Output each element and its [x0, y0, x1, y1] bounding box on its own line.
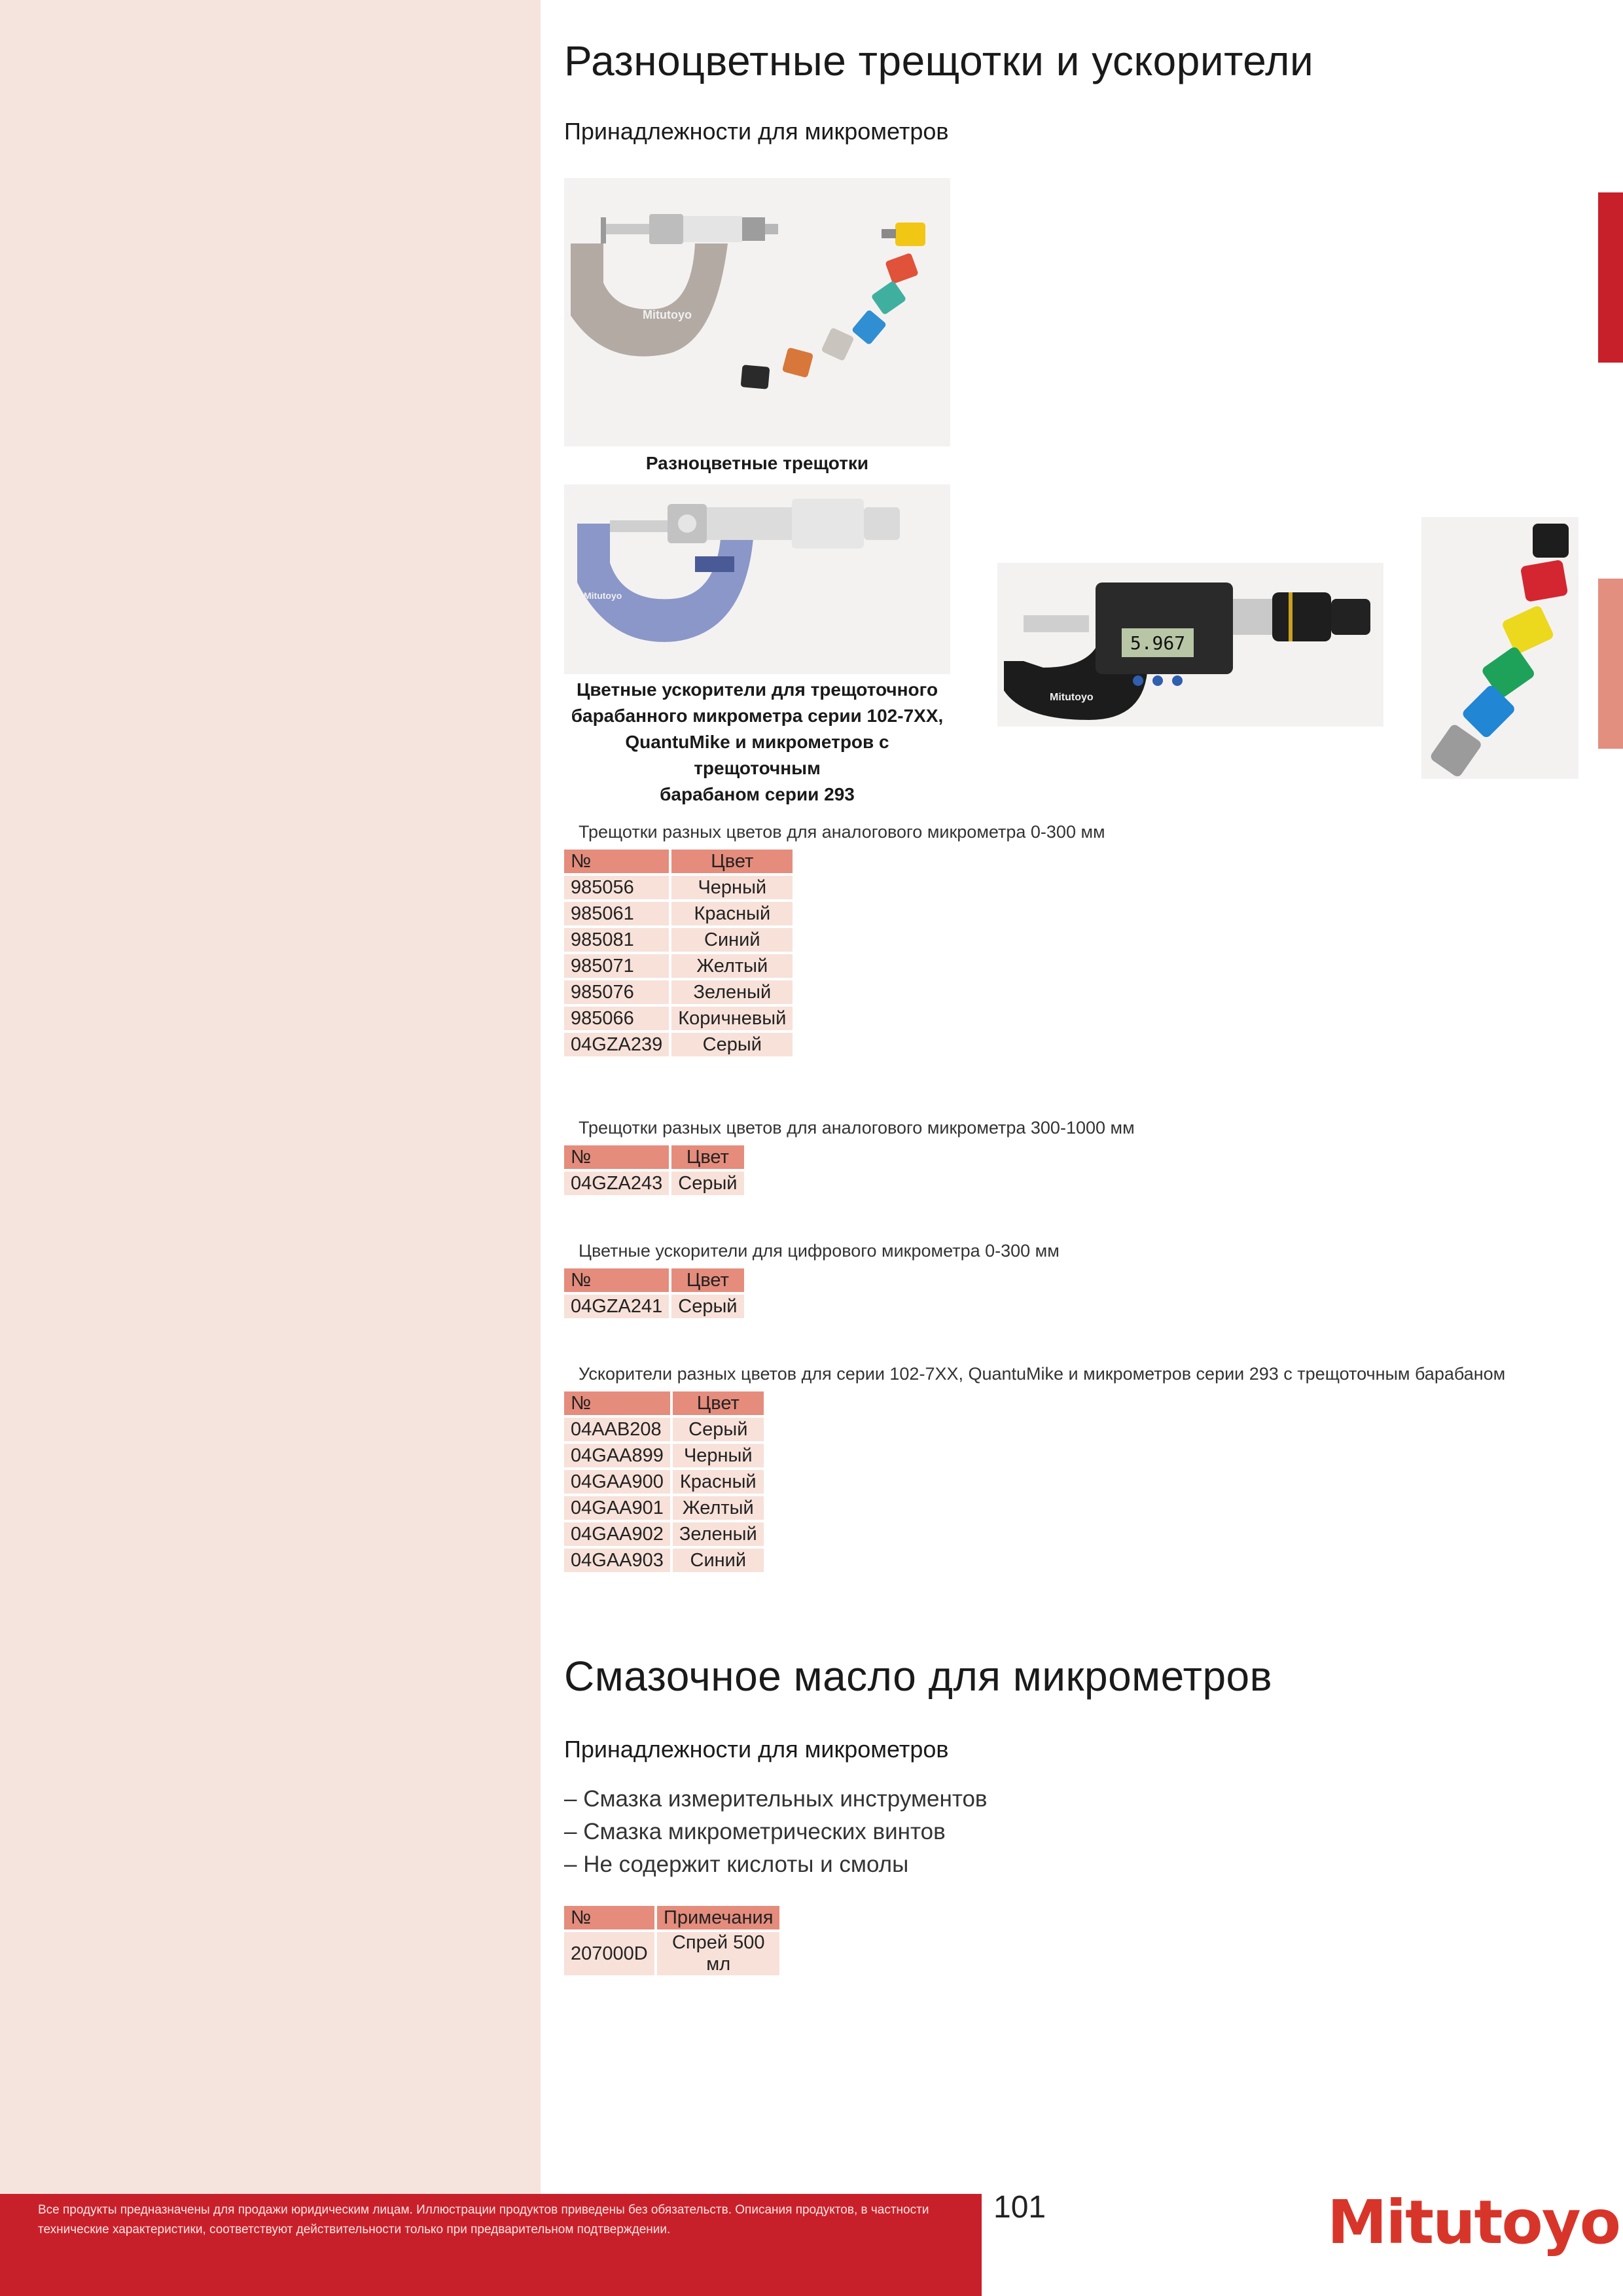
- table1-caption: Трещотки разных цветов для аналогового микрометра 0-300 мм: [579, 822, 1105, 842]
- item-color: Коричневый: [671, 1007, 793, 1030]
- table-row: [564, 1932, 779, 1975]
- table-row: [564, 1033, 793, 1056]
- caption-line-3: QuantuMike и микрометров с трещоточным: [625, 732, 889, 778]
- analog-micrometer-photo: [564, 484, 950, 674]
- item-code: 04AAB208: [564, 1418, 670, 1441]
- col-number-header: №: [564, 1391, 670, 1415]
- item-code: 04GAA902: [564, 1522, 670, 1546]
- photo-brand-text-1: Mitutoyo: [643, 308, 692, 321]
- item-color: Серый: [671, 1295, 743, 1318]
- table-row: [564, 954, 793, 978]
- list-item: – Смазка измерительных инструментов: [564, 1783, 988, 1816]
- table-row: [564, 1007, 793, 1030]
- item-color: Желтый: [671, 954, 793, 978]
- table-header-row: [564, 1906, 779, 1929]
- col-number-header: №: [564, 1906, 654, 1929]
- caption-colored-speeders: [564, 677, 950, 808]
- section-title-ratchets: Разноцветные трещотки и ускорители: [564, 37, 1314, 84]
- item-color: Зеленый: [673, 1522, 764, 1546]
- mitutoyo-logo: Mitutoyo: [1327, 2187, 1620, 2257]
- item-color: Синий: [673, 1549, 764, 1572]
- list-item: – Смазка микрометрических винтов: [564, 1816, 988, 1848]
- section-subtitle-oil: Принадлежности для микрометров: [564, 1736, 949, 1763]
- table-header-row: [564, 850, 793, 873]
- speeders-102-7xx-table: [562, 1389, 766, 1575]
- table-row: [564, 1172, 744, 1195]
- table-row: [564, 1470, 764, 1494]
- caption-colored-ratchets: Разноцветные трещотки: [645, 453, 869, 473]
- item-color: Черный: [671, 876, 793, 899]
- table-row: [564, 1549, 764, 1572]
- table-header-row: [564, 1145, 744, 1169]
- item-code: 04GAA903: [564, 1549, 670, 1572]
- table-row: [564, 980, 793, 1004]
- item-code: 985071: [564, 954, 669, 978]
- section-tab-salmon: [1598, 579, 1623, 749]
- col-notes-header: Примечания: [657, 1906, 779, 1929]
- table-row: [564, 902, 793, 925]
- item-code: 985061: [564, 902, 669, 925]
- section-tab-red: [1598, 192, 1623, 363]
- item-color: Серый: [673, 1418, 764, 1441]
- photo-brand-text-2: Mitutoyo: [584, 590, 622, 601]
- table-row: [564, 1522, 764, 1546]
- ratchets-0-300-table: [562, 847, 795, 1059]
- list-item: – Не содержит кислоты и смолы: [564, 1848, 988, 1881]
- digital-micrometer-photo: [997, 563, 1383, 726]
- item-color: Красный: [671, 902, 793, 925]
- table-row: [564, 1444, 764, 1467]
- oil-feature-list: [564, 1783, 988, 1881]
- item-code: 04GZA243: [564, 1172, 669, 1195]
- left-color-band: [0, 0, 541, 2194]
- col-number-header: №: [564, 1268, 669, 1292]
- item-color: Черный: [673, 1444, 764, 1467]
- item-color: Серый: [671, 1033, 793, 1056]
- item-code: 04GZA241: [564, 1295, 669, 1318]
- colored-ratchets-photo: [564, 178, 950, 446]
- col-color-header: Цвет: [671, 1268, 743, 1292]
- item-code: 985076: [564, 980, 669, 1004]
- col-color-header: Цвет: [671, 850, 793, 873]
- ratchets-300-1000-table: [562, 1143, 747, 1198]
- oil-table: [562, 1903, 782, 1978]
- item-color: Желтый: [673, 1496, 764, 1520]
- table-header-row: [564, 1391, 764, 1415]
- speeder-caps-photo: [1421, 517, 1578, 779]
- col-color-header: Цвет: [673, 1391, 764, 1415]
- item-code: 04GZA239: [564, 1033, 669, 1056]
- item-code: 04GAA900: [564, 1470, 670, 1494]
- table-row: [564, 1496, 764, 1520]
- caption-line-1: Цветные ускорители для трещоточного: [576, 679, 938, 700]
- photo-display-value: 5.967: [1130, 632, 1186, 654]
- col-number-header: №: [564, 850, 669, 873]
- photo-brand-text-3: Mitutoyo: [1050, 692, 1094, 703]
- caption-line-4: барабаном серии 293: [660, 784, 855, 804]
- item-color: Серый: [671, 1172, 743, 1195]
- table-header-row: [564, 1268, 744, 1292]
- table2-caption: Трещотки разных цветов для аналогового микрометра 300-1000 мм: [579, 1118, 1135, 1138]
- page-number: 101: [993, 2190, 1046, 2225]
- digital-speeders-table: [562, 1266, 747, 1321]
- item-code: 985056: [564, 876, 669, 899]
- section-subtitle-ratchets: Принадлежности для микрометров: [564, 118, 949, 145]
- item-color: Синий: [671, 928, 793, 952]
- item-code: 985066: [564, 1007, 669, 1030]
- item-color: Красный: [673, 1470, 764, 1494]
- item-code: 04GAA901: [564, 1496, 670, 1520]
- table-row: [564, 1418, 764, 1441]
- table-row: [564, 1295, 744, 1318]
- caption-line-2: барабанного микрометра серии 102-7XX,: [571, 706, 944, 726]
- item-code: 985081: [564, 928, 669, 952]
- item-code: 04GAA899: [564, 1444, 670, 1467]
- col-number-header: №: [564, 1145, 669, 1169]
- table4-caption: Ускорители разных цветов для серии 102-7XX, QuantuMike и микрометров серии 293 с трещоточным барабаном: [579, 1364, 1506, 1384]
- item-color: Зеленый: [671, 980, 793, 1004]
- table-row: [564, 928, 793, 952]
- section-title-oil: Смазочное масло для микрометров: [564, 1653, 1273, 1700]
- table3-caption: Цветные ускорители для цифрового микрометра 0-300 мм: [579, 1241, 1060, 1261]
- footer-disclaimer: Все продукты предназначены для продажи юридическим лицам. Иллюстрации продуктов приведены без обязательств. Описания продуктов, в частности технические характеристики, соответствуют действительности только при предварительном подтверждении.: [38, 2203, 929, 2236]
- table-row: [564, 876, 793, 899]
- col-color-header: Цвет: [671, 1145, 743, 1169]
- item-note: Спрей 500 мл: [657, 1932, 779, 1975]
- item-code: 207000D: [564, 1932, 654, 1975]
